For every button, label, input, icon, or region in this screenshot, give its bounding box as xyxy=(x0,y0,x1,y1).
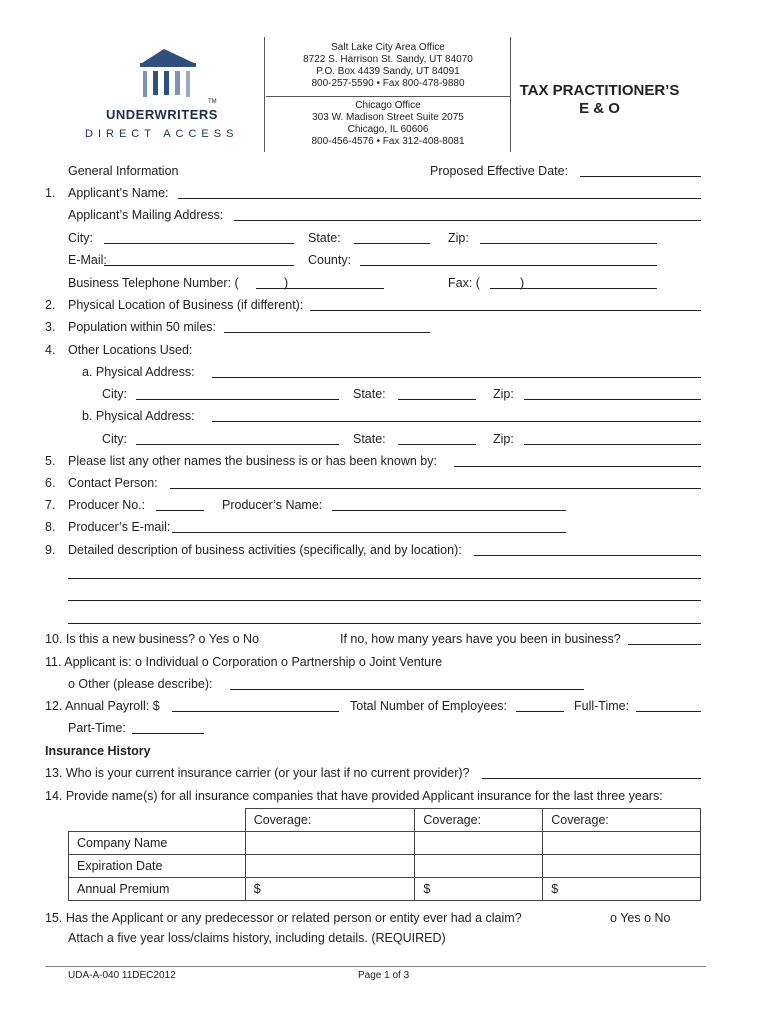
insurance-history-heading: Insurance History xyxy=(45,744,151,758)
city-label: City: xyxy=(68,231,93,245)
state-label: State: xyxy=(308,231,341,245)
full-time-field[interactable] xyxy=(636,711,701,712)
office-chicago: Chicago Office 303 W. Madison Street Suite 2075 Chicago, IL 60606 800-456-4576 • Fax 312-408-8081 xyxy=(311,100,465,147)
table-cell[interactable] xyxy=(245,832,415,855)
q4b-city-field[interactable] xyxy=(136,444,339,445)
applicant-name-label: Applicant’s Name: xyxy=(68,186,169,200)
q4b-state-label: State: xyxy=(353,432,386,446)
header-office-divider xyxy=(266,96,510,97)
zip-label: Zip: xyxy=(448,231,469,245)
table-cell[interactable] xyxy=(543,855,701,878)
county-label: County: xyxy=(308,253,352,267)
table-row xyxy=(69,855,701,878)
total-employees-label: Total Number of Employees: xyxy=(350,699,508,713)
q4a-address-field[interactable] xyxy=(212,377,701,378)
other-names-field[interactable] xyxy=(454,466,701,467)
contact-person-label: Contact Person: xyxy=(68,476,158,490)
producer-no-label: Producer No.: xyxy=(68,498,146,512)
footer-divider xyxy=(45,966,706,967)
premium-cell[interactable]: $ xyxy=(245,878,415,901)
new-business-question[interactable]: 10. Is this a new business? o Yes o No xyxy=(45,632,260,646)
part-time-label: Part-Time: xyxy=(68,721,126,735)
part-time-field[interactable] xyxy=(132,733,204,734)
table-corner xyxy=(69,809,246,832)
current-carrier-field[interactable] xyxy=(482,778,701,779)
applicant-type-options[interactable]: 11. Applicant is: o Individual o Corporation o Partnership o Joint Venture xyxy=(45,655,443,669)
business-activities-label: Detailed description of business activities (specifically, and by location): xyxy=(68,543,462,557)
q4a-city-label: City: xyxy=(102,387,127,401)
current-carrier-label: 13. Who is your current insurance carrier (or your last if no current provider)? xyxy=(45,766,470,780)
annual-payroll-label: 12. Annual Payroll: $ xyxy=(45,699,160,713)
coverage-header: Coverage: xyxy=(245,809,415,832)
applicant-type-other-field[interactable] xyxy=(230,689,584,690)
email-label: E-Mail: xyxy=(68,253,107,267)
q6-number: 6. xyxy=(45,476,56,490)
q4b-address-field[interactable] xyxy=(212,421,701,422)
q4a-city-field[interactable] xyxy=(136,399,339,400)
row-label-company-name: Company Name xyxy=(69,832,246,855)
mailing-address-label: Applicant’s Mailing Address: xyxy=(68,208,224,222)
table-cell[interactable] xyxy=(415,855,543,878)
coverage-header: Coverage: xyxy=(415,809,543,832)
fax-field[interactable] xyxy=(490,288,657,289)
phone-field[interactable] xyxy=(256,288,384,289)
q5-number: 5. xyxy=(45,454,56,468)
business-activities-field-3[interactable] xyxy=(68,600,701,601)
email-field[interactable] xyxy=(104,265,294,266)
producer-email-label: Producer’s E-mail: xyxy=(68,520,171,534)
city-field[interactable] xyxy=(104,243,294,244)
full-time-label: Full-Time: xyxy=(574,699,630,713)
claims-yes-no[interactable]: o Yes o No xyxy=(610,911,671,925)
population-field[interactable] xyxy=(224,332,430,333)
phone-paren: ) xyxy=(284,276,289,290)
producer-name-label: Producer’s Name: xyxy=(222,498,323,512)
producer-name-field[interactable] xyxy=(332,510,566,511)
q4a-state-label: State: xyxy=(353,387,386,401)
table-cell[interactable] xyxy=(245,855,415,878)
q4b-state-field[interactable] xyxy=(398,444,476,445)
other-names-label: Please list any other names the business is or has been known by: xyxy=(68,454,437,468)
row-label-annual-premium: Annual Premium xyxy=(69,878,246,901)
form-title: TAX PRACTITIONER’S E & O xyxy=(519,82,680,117)
prior-companies-label: 14. Provide name(s) for all insurance companies that have provided Applicant insurance for the last three years: xyxy=(45,789,663,803)
logo-tm: TM xyxy=(208,99,217,105)
zip-field[interactable] xyxy=(480,243,657,244)
q3-number: 3. xyxy=(45,320,56,334)
producer-no-field[interactable] xyxy=(156,510,204,511)
q4b-city-label: City: xyxy=(102,432,127,446)
effective-date-label: Proposed Effective Date: xyxy=(430,164,569,178)
population-label: Population within 50 miles: xyxy=(68,320,216,334)
logo-text-underwriters: UNDERWRITERS xyxy=(106,107,218,122)
q2-number: 2. xyxy=(45,298,56,312)
office-salt-lake: Salt Lake City Area Office 8722 S. Harrison St. Sandy, UT 84070 P.O. Box 4439 Sandy, UT 84091 800-257-5590 • Fax 800-478-9880 xyxy=(303,42,473,89)
years-in-business-label: If no, how many years have you been in business? xyxy=(340,632,621,646)
q4a-zip-label: Zip: xyxy=(493,387,514,401)
q4b-zip-label: Zip: xyxy=(493,432,514,446)
q4a-state-field[interactable] xyxy=(398,399,476,400)
company-logo xyxy=(84,45,254,145)
insurance-history-table xyxy=(68,808,701,901)
claims-question: 15. Has the Applicant or any predecessor or related person or entity ever had a claim? xyxy=(45,911,522,925)
business-activities-field-2[interactable] xyxy=(68,578,701,579)
header-divider-left xyxy=(264,37,265,152)
effective-date-field[interactable] xyxy=(580,176,701,177)
q8-number: 8. xyxy=(45,520,56,534)
applicant-type-other[interactable]: o Other (please describe): xyxy=(68,677,213,691)
table-row xyxy=(69,809,701,832)
county-field[interactable] xyxy=(360,265,657,266)
q4a-zip-field[interactable] xyxy=(524,399,701,400)
table-cell[interactable] xyxy=(415,832,543,855)
fax-paren: ) xyxy=(520,276,525,290)
coverage-header: Coverage: xyxy=(543,809,701,832)
physical-location-field[interactable] xyxy=(310,310,701,311)
phone-label: Business Telephone Number: ( xyxy=(68,276,239,290)
q4b-address-label: b. Physical Address: xyxy=(82,409,195,423)
form-id: UDA-A-040 11DEC2012 xyxy=(68,970,176,981)
table-row xyxy=(69,832,701,855)
contact-person-field[interactable] xyxy=(170,488,701,489)
premium-cell[interactable]: $ xyxy=(543,878,701,901)
header-divider-right xyxy=(510,37,511,152)
general-heading: General Information xyxy=(68,164,179,178)
page-number: Page 1 of 3 xyxy=(358,970,410,981)
q4b-zip-field[interactable] xyxy=(524,444,701,445)
table-row xyxy=(69,878,701,901)
business-activities-field-1[interactable] xyxy=(474,555,701,556)
q9-number: 9. xyxy=(45,543,56,557)
q4a-address-label: a. Physical Address: xyxy=(82,365,195,379)
annual-payroll-field[interactable] xyxy=(172,711,339,712)
other-locations-label: Other Locations Used: xyxy=(68,343,193,357)
state-field[interactable] xyxy=(354,243,430,244)
business-activities-field-4[interactable] xyxy=(68,623,701,624)
claims-history-note: Attach a five year loss/claims history, including details. (REQUIRED) xyxy=(68,931,446,945)
physical-location-label: Physical Location of Business (if different): xyxy=(68,298,304,312)
total-employees-field[interactable] xyxy=(516,711,564,712)
q4-number: 4. xyxy=(45,343,56,357)
mailing-address-field[interactable] xyxy=(234,220,701,221)
years-in-business-field[interactable] xyxy=(628,644,701,645)
applicant-name-field[interactable] xyxy=(178,198,701,199)
premium-cell[interactable]: $ xyxy=(415,878,543,901)
fax-label: Fax: ( xyxy=(448,276,480,290)
q7-number: 7. xyxy=(45,498,56,512)
row-label-expiration-date: Expiration Date xyxy=(69,855,246,878)
logo-text-direct-access: DIRECT ACCESS xyxy=(85,128,239,140)
producer-email-field[interactable] xyxy=(172,532,566,533)
q1-number: 1. xyxy=(45,186,56,200)
table-cell[interactable] xyxy=(543,832,701,855)
